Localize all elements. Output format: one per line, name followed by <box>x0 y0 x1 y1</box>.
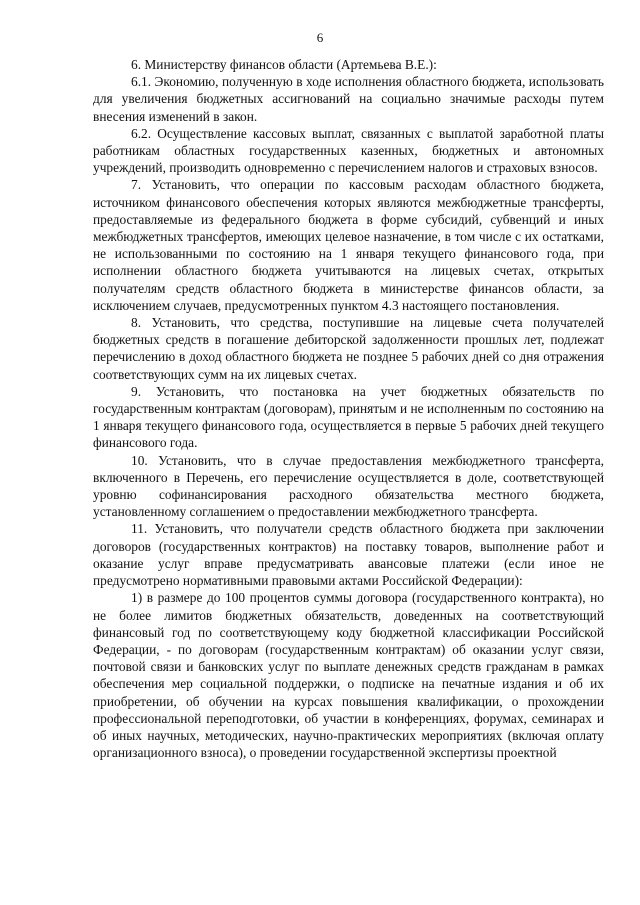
paragraph-10: 10. Установить, что в случае предоставления межбюджетного трансферта, включенного в Перечень, его перечисление осуществляется в доле, соответствующей уровню софинансирования расходного обязательства местного бюджета, установленному соглашением о предоставлении межбюджетного трансферта. <box>93 452 604 520</box>
paragraph-11: 11. Установить, что получатели средств областного бюджета при заключении договоров (государственных контрактов) на поставку товаров, выполнение работ и оказание услуг вправе предусматривать авансовые платежи (если иное не предусмотрено нормативными правовыми актами Российской Федерации): <box>93 521 604 589</box>
paragraph-11-1: 1) в размере до 100 процентов суммы договора (государственного контракта), но не более лимитов бюджетных обязательств, доведенных на соответствующий финансовый год по соответствующему коду бюджетной классификации Российской Федерации, - по договорам (государственным контрактам) об оказании услуг связи, почтовой связи и банковских услуг по выплате денежных средств гражданам в рамках обеспечения мер социальной поддержки, о подписке на печатные издания и об их приобретении, об обучении на курсах повышения квалификации, о прохождении профессиональной переподготовки, об участии в конференциях, форумах, семинарах и об иных научных, методических, научно-практических мероприятиях (включая оплату организационного взноса), о проведении государственной экспертизы проектной <box>93 590 604 761</box>
paragraph-8: 8. Установить, что средства, поступившие на лицевые счета получателей бюджетных средств в погашение дебиторской задолженности прошлых лет, подлежат перечислению в доход областного бюджета не позднее 5 рабочих дней со дня отражения соответствующих сумм на их лицевых счетах. <box>93 315 604 382</box>
paragraph-6: 6. Министерству финансов области (Артемьева В.Е.): <box>131 57 437 72</box>
paragraph-7: 7. Установить, что операции по кассовым расходам областного бюджета, источником финансового обеспечения которых являются межбюджетные трансферты, предоставляемые из федерального бюджета в форме субсидий, субвенций и иных межбюджетных трансфертов, имеющих целевое назначение, в том числе с их остатками, не использованными по состоянию на 1 января текущего финансового года, при исполнении областного бюджета учитываются на лицевых счетах, открытых получателям средств областного бюджета в министерстве финансов области, за исключением случаев, предусмотренных пунктом 4.3 настоящего постановления. <box>93 177 604 313</box>
page-number: 6 <box>316 30 324 45</box>
document-body <box>93 56 604 761</box>
paragraph-9: 9. Установить, что постановка на учет бюджетных обязательств по государственным контрактам (договорам), принятым и не исполненным по состоянию на 1 января текущего финансового года, осуществляется в первые 5 рабочих дней текущего финансового года. <box>93 383 604 451</box>
paragraph-6-1: 6.1. Экономию, полученную в ходе исполнения областного бюджета, использовать для увеличения бюджетных ассигнований на социально значимые расходы путем внесения изменений в закон. <box>93 74 604 124</box>
paragraph-6-2: 6.2. Осуществление кассовых выплат, связанных с выплатой заработной платы работникам областных государственных казенных, бюджетных и автономных учреждений, производить одновременно с перечислением налогов и страховых взносов. <box>93 125 604 176</box>
